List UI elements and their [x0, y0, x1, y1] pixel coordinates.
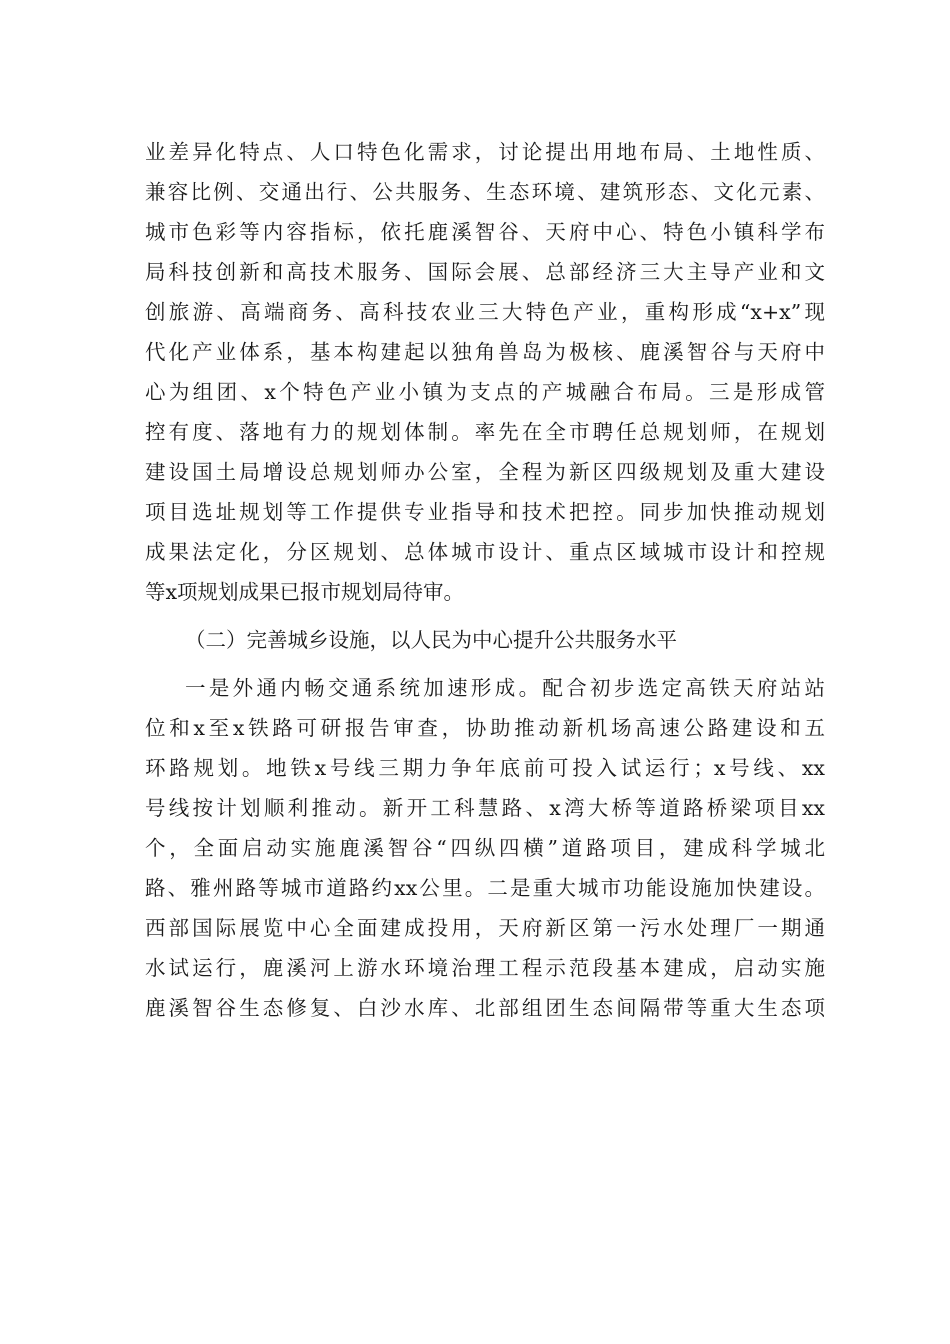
section-heading: （二）完善城乡设施，以人民为中心提升公共服务水平	[185, 628, 677, 652]
text-line: 个，全面启动实施鹿溪智谷“四纵四横”道路项目，建成科学城北	[145, 836, 825, 860]
text-line: 等x项规划成果已报市规划局待审。	[145, 580, 465, 604]
text-line: 号线按计划顺利推动。新开工科慧路、x湾大桥等道路桥梁项目xx	[145, 796, 825, 820]
text-line: 一是外通内畅交通系统加速形成。配合初步选定高铁天府站站	[185, 676, 825, 700]
text-line: 项目选址规划等工作提供专业指导和技术把控。同步加快推动规划	[145, 500, 825, 524]
text-line: 路、雅州路等城市道路约xx公里。二是重大城市功能设施加快建设。	[145, 876, 825, 900]
text-line: 位和x至x铁路可研报告审查，协助推动新机场高速公路建设和五	[145, 716, 825, 740]
text-line: 水试运行，鹿溪河上游水环境治理工程示范段基本建成，启动实施	[145, 956, 825, 980]
text-line: 代化产业体系，基本构建起以独角兽岛为极核、鹿溪智谷与天府中	[145, 340, 825, 364]
paragraph-gap	[145, 660, 825, 668]
text-line: 业差异化特点、人口特色化需求，讨论提出用地布局、土地性质、	[145, 140, 825, 164]
document-body	[145, 132, 825, 1028]
text-line: 创旅游、高端商务、高科技农业三大特色产业，重构形成“x+x”现	[145, 300, 825, 324]
text-line: 控有度、落地有力的规划体制。率先在全市聘任总规划师，在规划	[145, 420, 825, 444]
text-line: 成果法定化，分区规划、总体城市设计、重点区域城市设计和控规	[145, 540, 825, 564]
paragraph-1	[145, 132, 825, 612]
text-line: 城市色彩等内容指标，依托鹿溪智谷、天府中心、特色小镇科学布	[145, 220, 825, 244]
text-line: 建设国土局增设总规划师办公室，全程为新区四级规划及重大建设	[145, 460, 825, 484]
text-line: 鹿溪智谷生态修复、白沙水库、北部组团生态间隔带等重大生态项	[145, 996, 825, 1020]
text-line: 环路规划。地铁x号线三期力争年底前可投入试运行；x号线、xx	[145, 756, 825, 780]
text-line: 兼容比例、交通出行、公共服务、生态环境、建筑形态、文化元素、	[145, 180, 825, 204]
text-line: 心为组团、x个特色产业小镇为支点的产城融合布局。三是形成管	[145, 380, 825, 404]
paragraph-2	[145, 668, 825, 1028]
text-line: 局科技创新和高技术服务、国际会展、总部经济三大主导产业和文	[145, 260, 825, 284]
paragraph-gap	[145, 612, 825, 620]
text-line: 西部国际展览中心全面建成投用，天府新区第一污水处理厂一期通	[145, 916, 825, 940]
